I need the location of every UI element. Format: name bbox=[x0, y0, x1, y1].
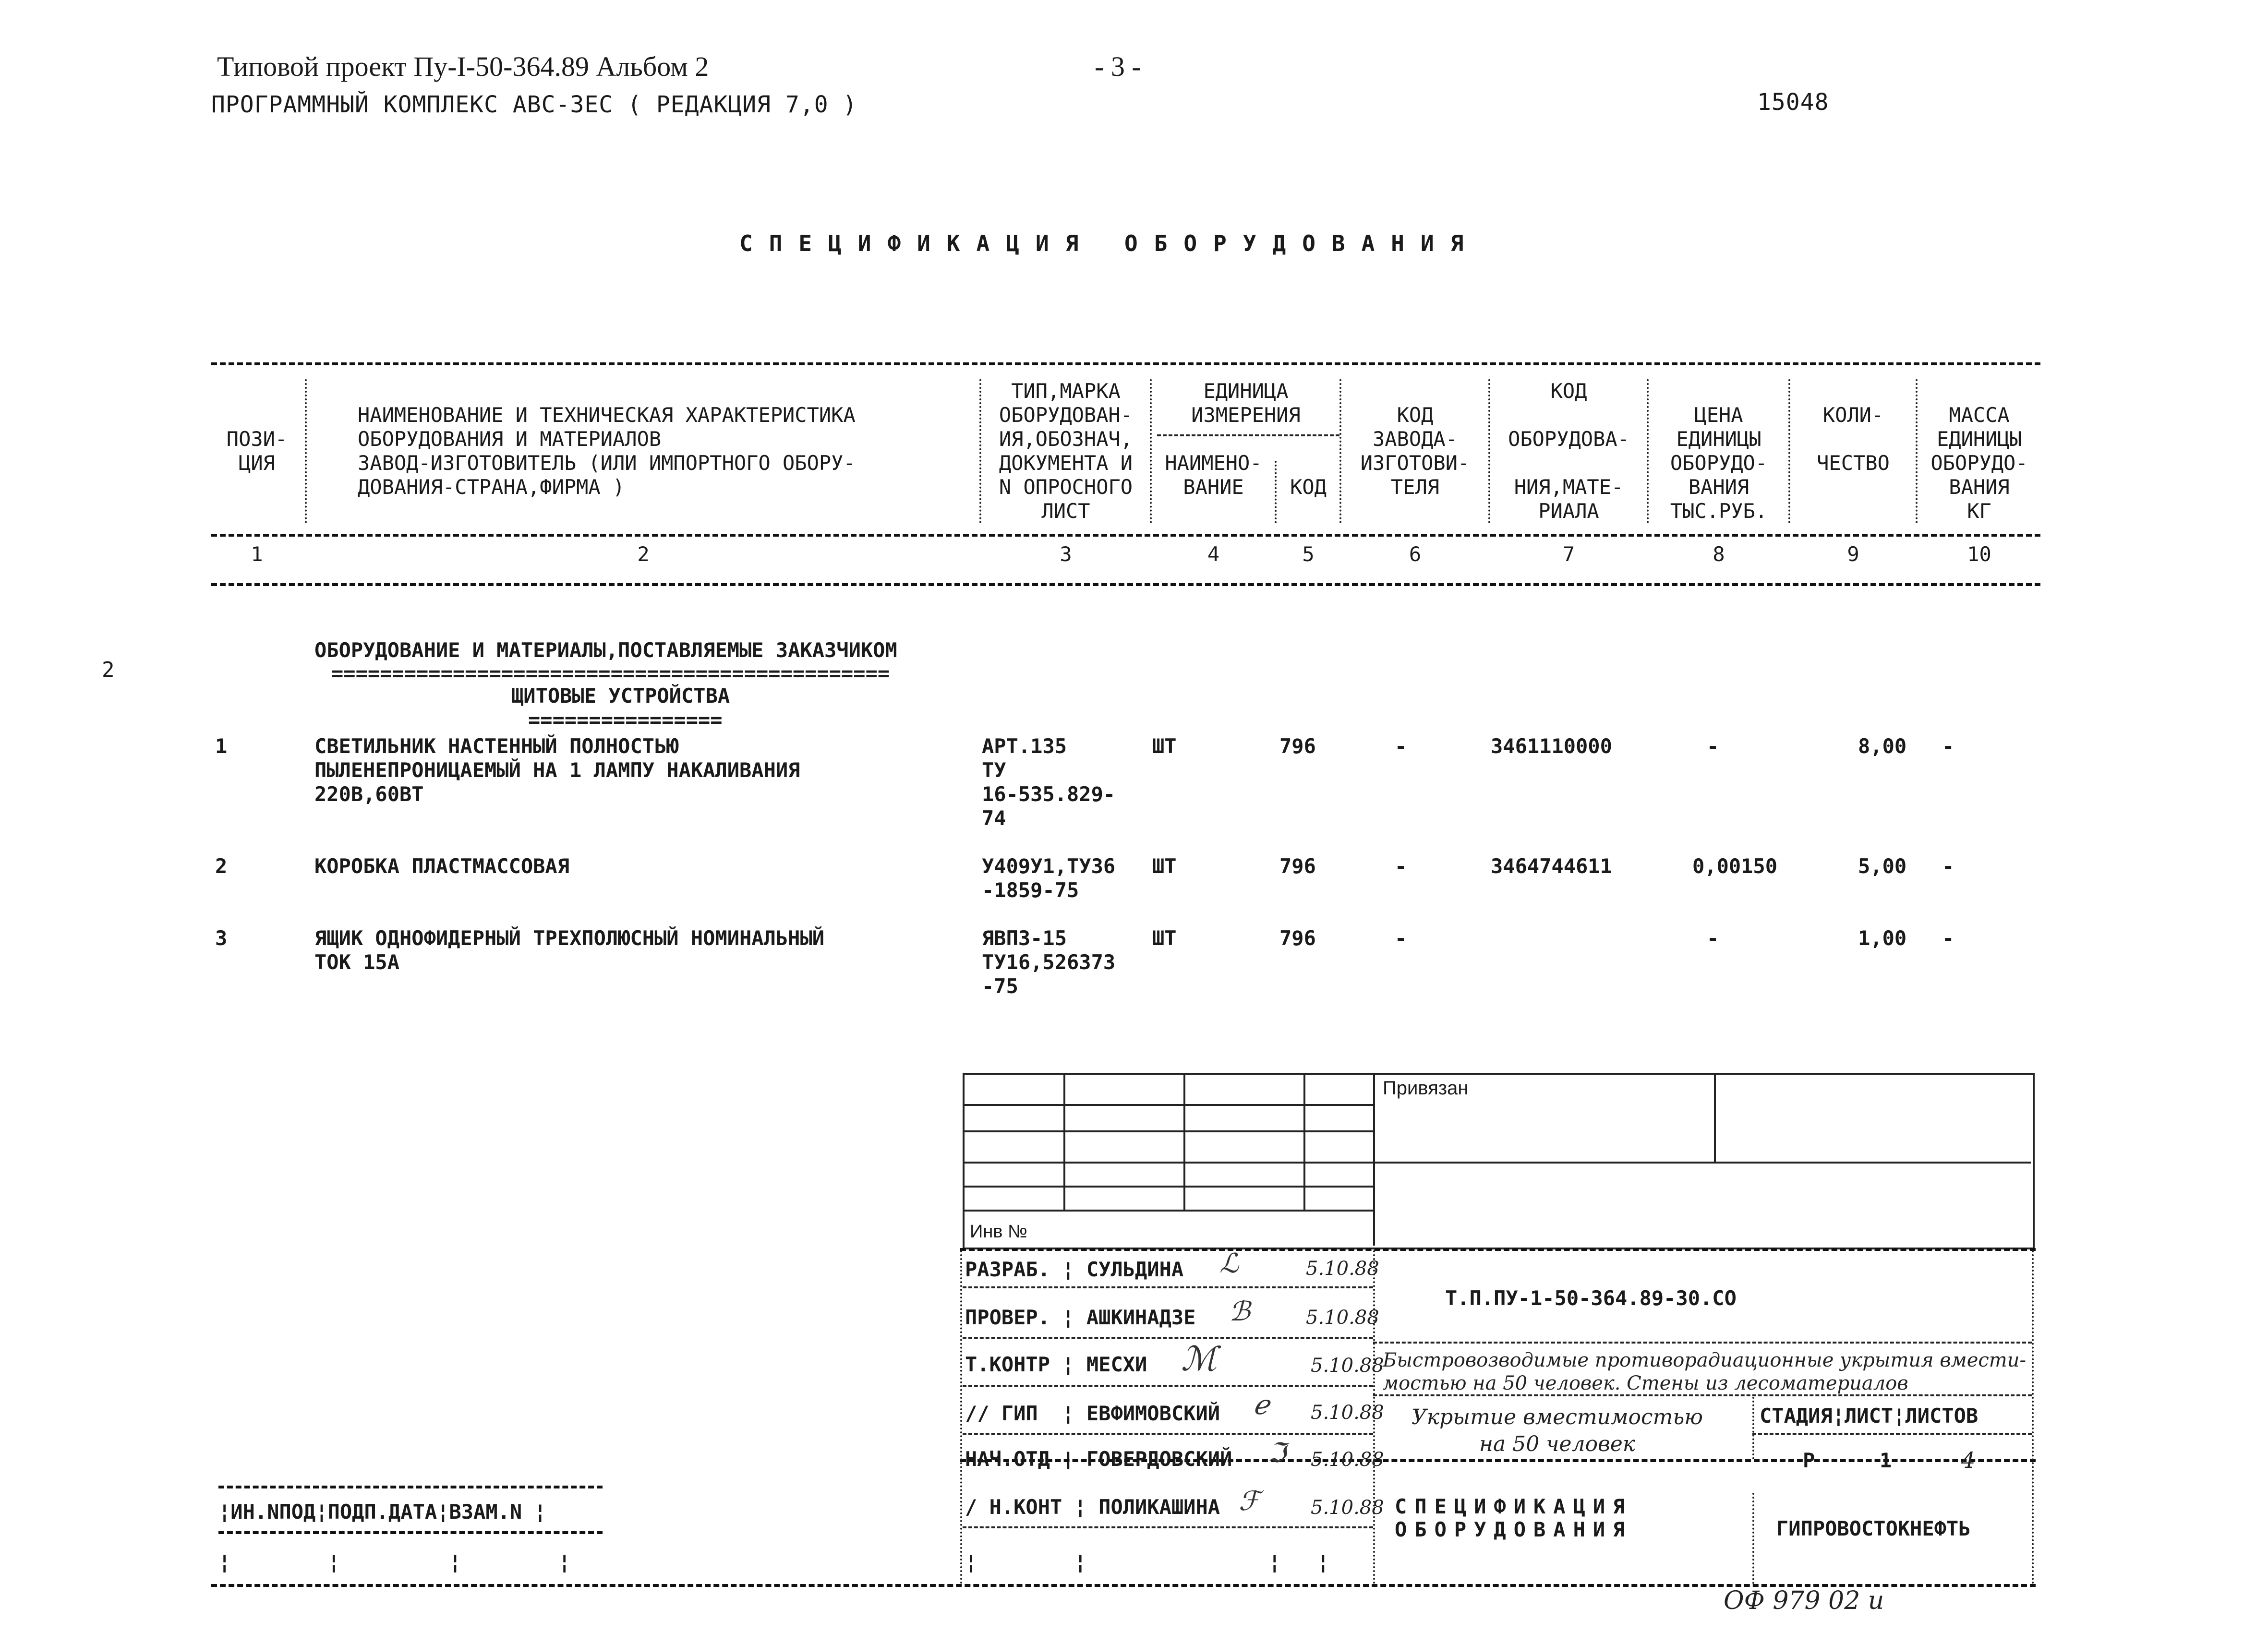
col-number: 5 bbox=[1302, 542, 1315, 566]
row-mass: - bbox=[1942, 854, 1954, 878]
software-line: ПРОГРАММНЫЙ КОМПЛЕКС АВС-ЗЕС ( РЕДАКЦИЯ 7,0 ) bbox=[211, 91, 857, 118]
col-number: 7 bbox=[1562, 542, 1575, 566]
row-unit: ШТ bbox=[1152, 734, 1177, 758]
col-header-unit-name: НАИМЕНО- ВАНИЕ bbox=[1165, 451, 1262, 499]
left-stamp-blank-row: ¦ ¦ ¦ ¦ bbox=[218, 1550, 571, 1574]
staff-row: / Н.КОНТ ¦ ПОЛИКАШИНА bbox=[965, 1495, 1220, 1519]
row-unit-code: 796 bbox=[1279, 926, 1316, 950]
stamp-rule bbox=[1752, 1433, 2032, 1435]
col-number: 8 bbox=[1713, 542, 1725, 566]
document-title: СПЕЦИФИКАЦИЯ ОБОРУДОВАНИЯ bbox=[739, 230, 1480, 256]
section-title: ОБОРУДОВАНИЕ И МАТЕРИАЛЫ,ПОСТАВЛЯЕМЫЕ ЗАКАЗЧИКОМ bbox=[314, 638, 897, 662]
staff-rule bbox=[963, 1337, 1373, 1339]
staff-rule bbox=[963, 1433, 1373, 1435]
grid-line bbox=[1183, 1073, 1185, 1210]
col-header-position: ПОЗИ- ЦИЯ bbox=[226, 427, 288, 475]
col-sep bbox=[1788, 379, 1790, 523]
staff-rule bbox=[963, 1385, 1373, 1387]
org-separator bbox=[1752, 1493, 1754, 1584]
sheets-value: 4 bbox=[1961, 1447, 1976, 1473]
subsection-title: ЩИТОВЫЕ УСТРОЙСТВА bbox=[511, 684, 730, 708]
col-number: 3 bbox=[1060, 542, 1072, 566]
signature-icon: ℬ bbox=[1229, 1296, 1251, 1327]
project-line: Типовой проект Пу-I-50-364.89 Альбом 2 bbox=[217, 51, 709, 82]
row-type: ЯВПЗ-15 ТУ16,526373 -75 bbox=[982, 926, 1116, 998]
col-sep bbox=[1647, 379, 1649, 523]
row-name: ЯЩИК ОДНОФИДЕРНЫЙ ТРЕХПОЛЮСНЫЙ НОМИНАЛЬНЫЙ ТОК 15А bbox=[314, 926, 825, 974]
stage-value: Р bbox=[1803, 1449, 1815, 1472]
row-maker-code: - bbox=[1395, 734, 1407, 758]
row-name: КОРОБКА ПЛАСТМАССОВАЯ bbox=[314, 854, 570, 878]
organization-name: ГИПРОВОСТОКНЕФТЬ bbox=[1776, 1517, 1971, 1540]
row-equip-code: 3461110000 bbox=[1491, 734, 1612, 758]
row-quantity: 8,00 bbox=[1858, 734, 1907, 758]
signature-icon: ℱ bbox=[1239, 1486, 1260, 1517]
subsection-underline: ================ bbox=[528, 708, 723, 732]
col-number: 10 bbox=[1967, 542, 1991, 566]
grid-line bbox=[1373, 1073, 1375, 1246]
row-unit-code: 796 bbox=[1279, 854, 1316, 878]
row-position: 2 bbox=[215, 854, 228, 878]
row-mass: - bbox=[1942, 734, 1954, 758]
margin-mark: 2 bbox=[102, 658, 115, 682]
row-maker-code: - bbox=[1395, 926, 1407, 950]
col-header-equip-code: КОД ОБОРУДОВА- НИЯ,МАТЕ- РИАЛА bbox=[1508, 379, 1629, 523]
stage-header: СТАДИЯ¦ЛИСТ¦ЛИСТОВ bbox=[1760, 1404, 1978, 1428]
col-sep bbox=[1275, 461, 1277, 523]
row-maker-code: - bbox=[1395, 854, 1407, 878]
row-position: 3 bbox=[215, 926, 228, 950]
row-price: 0,00150 bbox=[1692, 854, 1778, 878]
staff-date: 5.10.88 bbox=[1306, 1307, 1379, 1329]
grid-line bbox=[1714, 1073, 1716, 1162]
grid-line bbox=[963, 1104, 1373, 1106]
col-header-mass: МАССА ЕДИНИЦЫ ОБОРУДО- ВАНИЯ КГ bbox=[1930, 403, 2028, 523]
row-unit: ШТ bbox=[1152, 926, 1177, 950]
stamp-left-edge bbox=[960, 1250, 962, 1584]
col-number: 6 bbox=[1409, 542, 1422, 566]
staff-row: НАЧ.ОТД ¦ ГОВЕРДОВСКИЙ bbox=[965, 1447, 1232, 1471]
attachment-block bbox=[963, 1073, 2035, 1249]
row-price: - bbox=[1707, 734, 1719, 758]
grid-line bbox=[963, 1162, 2031, 1164]
signature-icon: ℳ bbox=[1181, 1339, 1217, 1379]
staff-row: // ГИП ¦ ЕВФИМОВСКИЙ bbox=[965, 1402, 1220, 1425]
document-designation: Т.П.ПУ-1-50-364.89-30.СО bbox=[1445, 1286, 1737, 1310]
col-header-maker-code: КОД ЗАВОДА- ИЗГОТОВИ- ТЕЛЯ bbox=[1360, 403, 1470, 499]
col-sep bbox=[1339, 379, 1341, 523]
grid-line bbox=[1303, 1073, 1305, 1210]
object-description: Укрытие вместимостью на 50 человек bbox=[1411, 1405, 1703, 1456]
staff-date: 5.10.88 bbox=[1311, 1355, 1384, 1377]
col-header-price: ЦЕНА ЕДИНИЦЫ ОБОРУДО- ВАНИЯ ТЫС.РУБ. bbox=[1670, 403, 1768, 523]
col-sep bbox=[1150, 379, 1152, 523]
signature-icon: ℑ bbox=[1267, 1438, 1287, 1469]
row-unit-code: 796 bbox=[1279, 734, 1316, 758]
signature-icon: ℯ bbox=[1253, 1390, 1269, 1421]
col-number: 4 bbox=[1207, 542, 1220, 566]
col-header-unit-code: КОД bbox=[1290, 475, 1327, 499]
col-number: 2 bbox=[637, 542, 650, 566]
staff-date: 5.10.88 bbox=[1311, 1497, 1384, 1519]
table-header-rule bbox=[211, 534, 2040, 537]
signature-icon: ℒ bbox=[1219, 1248, 1239, 1279]
row-mass: - bbox=[1942, 926, 1954, 950]
staff-row: ПРОВЕР. ¦ АШКИНАДЗЕ bbox=[965, 1306, 1196, 1329]
staff-row: РАЗРАБ. ¦ СУЛЬДИНА bbox=[965, 1258, 1184, 1281]
section-underline: ============================================== bbox=[331, 661, 890, 685]
col-header-quantity: КОЛИ- ЧЕСТВО bbox=[1817, 403, 1890, 475]
stamp-top-rule bbox=[960, 1248, 2036, 1251]
col-sep bbox=[305, 379, 307, 523]
col-sep bbox=[979, 379, 981, 523]
stamp-rule bbox=[1373, 1394, 2032, 1396]
sheet-value: 1 bbox=[1880, 1449, 1892, 1472]
attached-label: Привязан bbox=[1383, 1078, 1469, 1099]
row-unit: ШТ bbox=[1152, 854, 1177, 878]
stamp-right-edge bbox=[2032, 1250, 2034, 1584]
unit-group-rule bbox=[1157, 434, 1339, 436]
row-position: 1 bbox=[215, 734, 228, 758]
project-description: Быстровозводимые противорадиационные укрытия вмести- мостью на 50 человек. Стены из лесоматериалов bbox=[1383, 1349, 2026, 1394]
row-name: СВЕТИЛЬНИК НАСТЕННЫЙ ПОЛНОСТЬЮ ПЫЛЕНЕПРОНИЦАЕМЫЙ НА 1 ЛАМПУ НАКАЛИВАНИЯ 220В,60ВТ bbox=[314, 734, 800, 806]
document-code: 15048 bbox=[1757, 89, 1829, 116]
col-header-type: ТИП,МАРКА ОБОРУДОВАН- ИЯ,ОБОЗНАЧ, ДОКУМЕНТА И N ОПРОСНОГО ЛИСТ bbox=[999, 379, 1133, 523]
col-header-name: НАИМЕНОВАНИЕ И ТЕХНИЧЕСКАЯ ХАРАКТЕРИСТИКА ОБОРУДОВАНИЯ И МАТЕРИАЛОВ ЗАВОД-ИЗГОТОВИТЕЛЬ (ИЛИ ИМПОРТНОГО ОБОРУ- ДОВАНИЯ-СТРАНА,ФИРМА ) bbox=[358, 403, 856, 499]
col-sep bbox=[1488, 379, 1490, 523]
bottom-fragment: ОФ 979 02 и bbox=[1724, 1586, 1884, 1615]
col-number: 1 bbox=[251, 542, 263, 566]
row-quantity: 1,00 bbox=[1858, 926, 1907, 950]
col-number: 9 bbox=[1847, 542, 1859, 566]
staff-date: 5.10.88 bbox=[1311, 1449, 1384, 1471]
table-top-rule bbox=[211, 362, 2040, 365]
row-price: - bbox=[1707, 926, 1719, 950]
grid-line bbox=[1063, 1073, 1065, 1210]
row-type: У409У1,ТУ36 -1859-75 bbox=[982, 854, 1116, 902]
staff-rule bbox=[963, 1526, 1373, 1528]
grid-line bbox=[963, 1130, 1373, 1132]
staff-row: Т.КОНТР ¦ МЕСХИ bbox=[965, 1353, 1147, 1376]
page-number: - 3 - bbox=[1095, 51, 1141, 82]
left-stamp-rule bbox=[218, 1531, 603, 1534]
left-stamp-rule bbox=[218, 1486, 603, 1488]
staff-date: 5.10.88 bbox=[1306, 1258, 1379, 1280]
col-header-unit-group: ЕДИНИЦА ИЗМЕРЕНИЯ bbox=[1191, 379, 1301, 427]
stamp-spec-title: СПЕЦИФИКАЦИЯ ОБОРУДОВАНИЯ bbox=[1395, 1495, 1633, 1541]
inventory-label: Инв № bbox=[970, 1222, 1027, 1242]
stage-separator bbox=[1752, 1397, 1754, 1459]
grid-line bbox=[963, 1210, 1373, 1212]
stamp-blank-row: ¦ ¦ ¦ ¦ bbox=[965, 1550, 1329, 1574]
left-stamp-labels: ¦ИН.NПОД¦ПОДП.ДАТА¦ВЗАМ.N ¦ bbox=[218, 1500, 546, 1524]
table-numbers-rule bbox=[211, 583, 2040, 586]
row-equip-code: 3464744611 bbox=[1491, 854, 1612, 878]
row-quantity: 5,00 bbox=[1858, 854, 1907, 878]
staff-date: 5.10.88 bbox=[1311, 1402, 1384, 1424]
col-sep bbox=[1916, 379, 1918, 523]
stamp-rule bbox=[1373, 1342, 2032, 1344]
grid-line bbox=[963, 1186, 1373, 1188]
row-type: АРТ.135 ТУ 16-535.829- 74 bbox=[982, 734, 1116, 830]
staff-rule bbox=[963, 1286, 1373, 1288]
